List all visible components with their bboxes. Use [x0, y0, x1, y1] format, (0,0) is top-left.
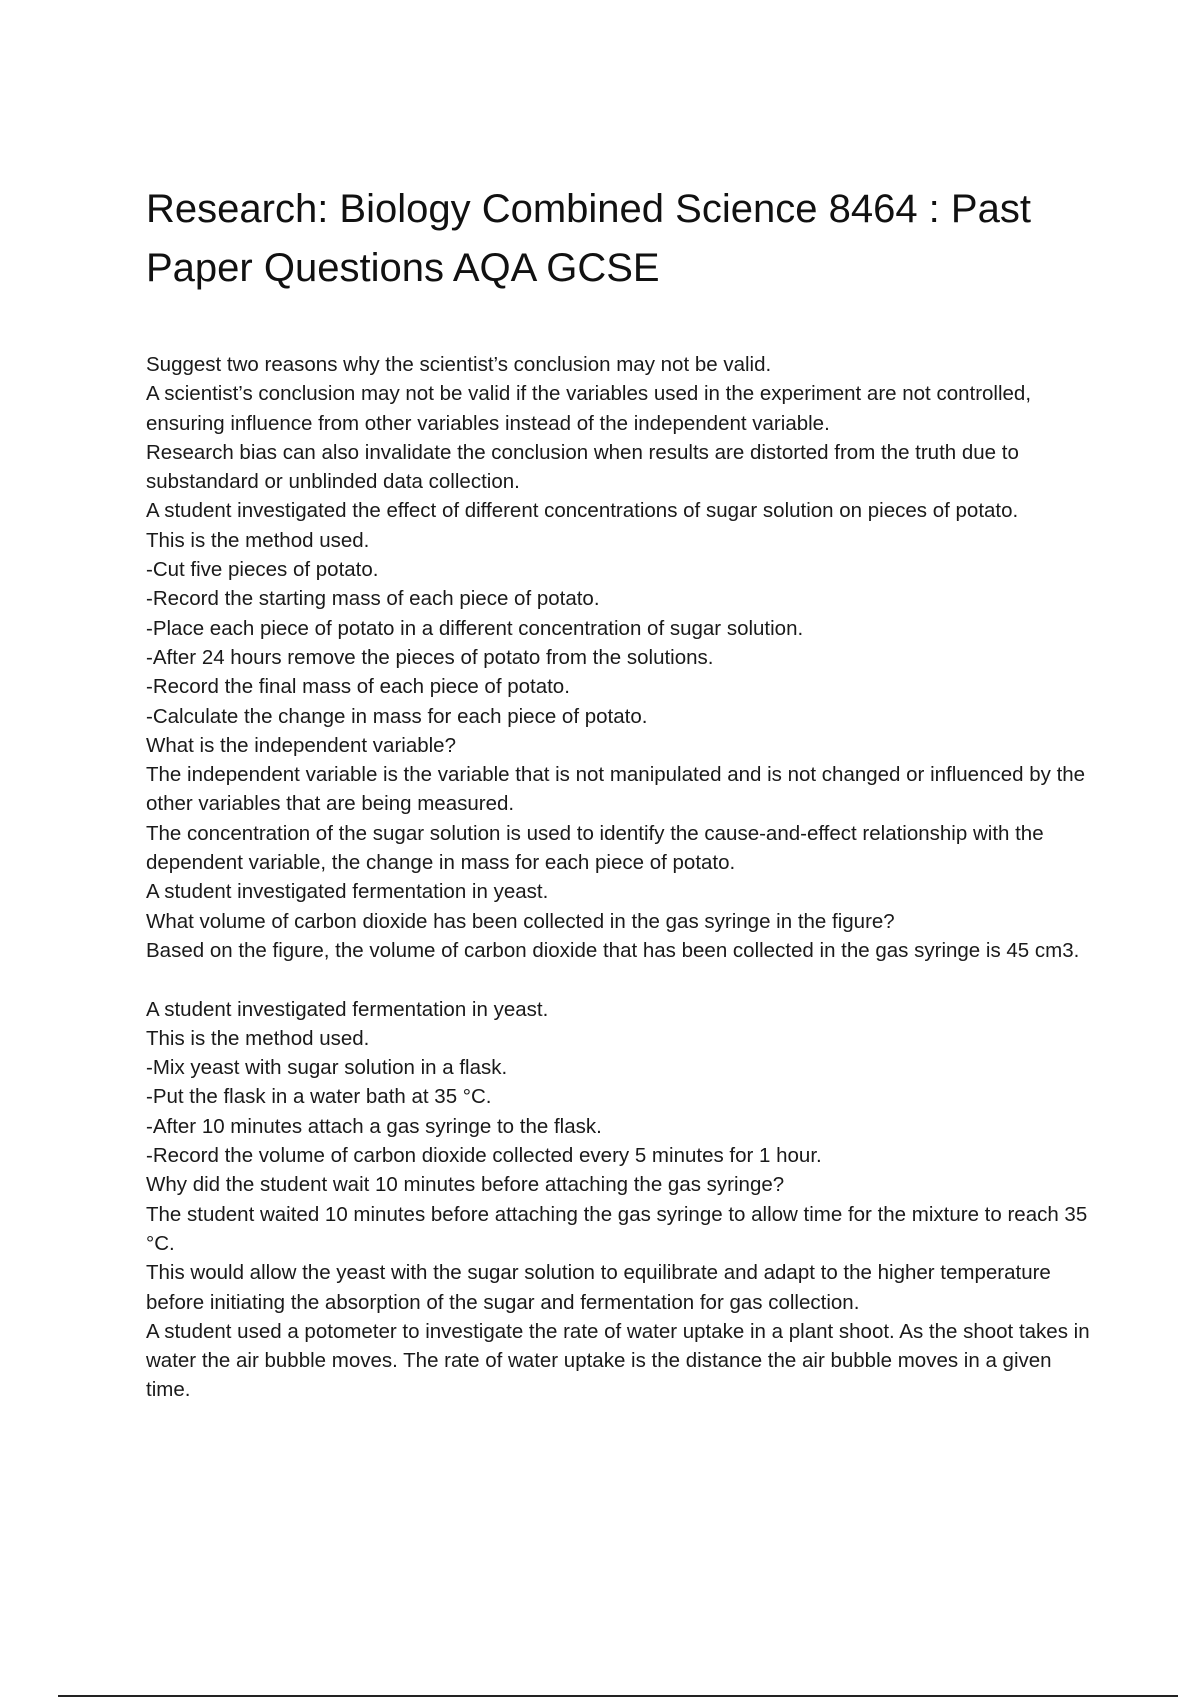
document-title: Research: Biology Combined Science 8464 : Past Paper Questions AQA GCSE: [146, 187, 1031, 290]
method-step: -Place each piece of potato in a different concentration of sugar solution.: [146, 616, 804, 640]
method-step: -After 10 minutes attach a gas syringe to the flask.: [146, 1114, 602, 1138]
method-step: -Cut five pieces of potato.: [146, 558, 379, 582]
paragraph: The independent variable is the variable that is not manipulated and is not changed or influenced by the other variables that are being measured.: [146, 763, 1091, 816]
footer-divider: [58, 1695, 1178, 1697]
paragraph: A student investigated fermentation in yeast.: [146, 880, 549, 904]
method-step: -Record the final mass of each piece of potato.: [146, 675, 570, 699]
paragraph: The student waited 10 minutes before attaching the gas syringe to allow time for the mixture to reach 35 °C.: [146, 1202, 1093, 1255]
method-step: -Record the starting mass of each piece of potato.: [146, 587, 600, 611]
paragraph: Based on the figure, the volume of carbon dioxide that has been collected in the gas syringe is 45 cm3.: [146, 938, 1080, 962]
paragraph: This would allow the yeast with the sugar solution to equilibrate and adapt to the higher temperature before initiating the absorption of the sugar and fermentation for gas collection.: [146, 1261, 1057, 1314]
method-step: -Calculate the change in mass for each piece of potato.: [146, 704, 648, 728]
method-step: -Put the flask in a water bath at 35 °C.: [146, 1085, 492, 1109]
method-step: -Record the volume of carbon dioxide collected every 5 minutes for 1 hour.: [146, 1144, 822, 1168]
paragraph: This is the method used.: [146, 528, 370, 552]
paragraph: This is the method used.: [146, 1026, 370, 1050]
paragraph: What is the independent variable?: [146, 733, 456, 757]
paragraph: The concentration of the sugar solution is used to identify the cause-and-effect relationship with the dependent variable, the change in mass for each piece of potato.: [146, 821, 1050, 875]
paragraph: A student investigated the effect of different concentrations of sugar solution on pieces of potato.: [146, 499, 1019, 523]
paragraph: Research bias can also invalidate the conclusion when results are distorted from the truth due to substandard or unblinded data collection.: [146, 440, 1025, 494]
paragraph: A student investigated fermentation in yeast.: [146, 997, 549, 1021]
paragraph: A scientist’s conclusion may not be valid if the variables used in the experiment are not controlled, ensuring influence from other variables instead of the independent variable.: [146, 382, 1037, 435]
paragraph: Why did the student wait 10 minutes before attaching the gas syringe?: [146, 1173, 785, 1197]
document-page: [146, 180, 1096, 1405]
paragraph-gap: [146, 965, 1096, 994]
method-step: -Mix yeast with sugar solution in a flask.: [146, 1056, 508, 1080]
method-step: -After 24 hours remove the pieces of potato from the solutions.: [146, 645, 714, 669]
paragraph: A student used a potometer to investigate the rate of water uptake in a plant shoot. As the shoot takes in water the air bubble moves. The rate of water uptake is the distance the air bubble moves in a given time.: [146, 1319, 1096, 1402]
paragraph: Suggest two reasons why the scientist’s conclusion may not be valid.: [146, 353, 772, 376]
document-body: [146, 350, 1096, 1405]
paragraph: What volume of carbon dioxide has been collected in the gas syringe in the figure?: [146, 909, 895, 933]
